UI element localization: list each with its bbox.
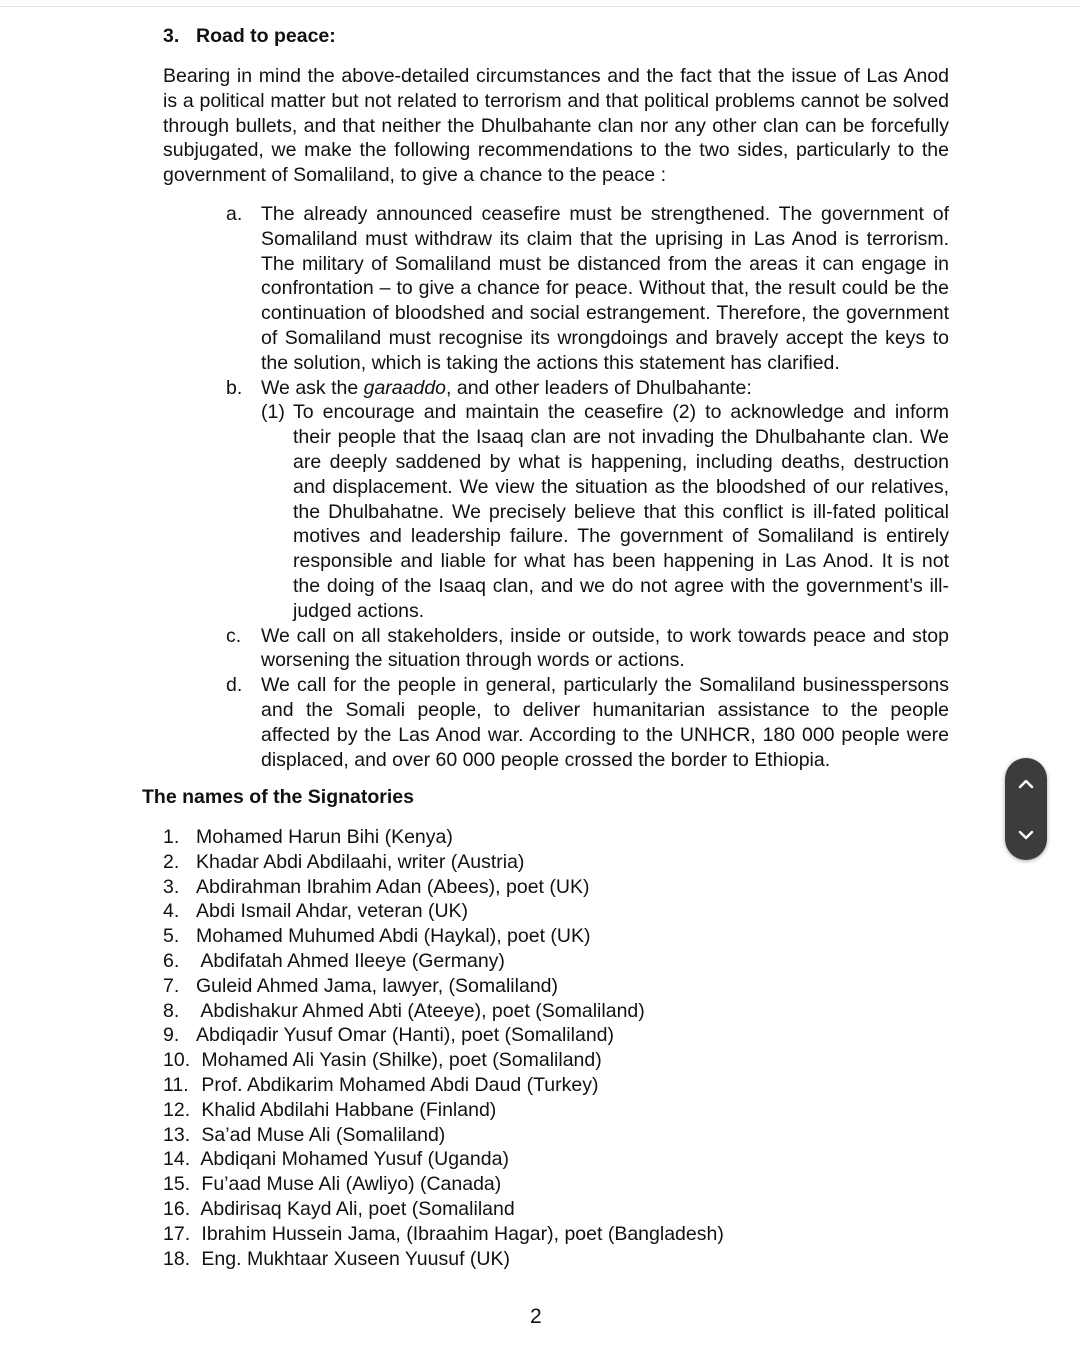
- chevron-up-icon: [1017, 775, 1035, 793]
- recommendation-d: [226, 673, 949, 772]
- signatory-name: Abdiqadir Yusuf Omar (Hanti), poet (Somaliland): [196, 1024, 615, 1047]
- list-item: [163, 825, 863, 850]
- section-title: Road to peace:: [196, 25, 336, 47]
- list-marker: b.: [226, 376, 243, 399]
- list-item: [163, 850, 863, 875]
- item-number: 5.: [163, 925, 180, 948]
- item-number: 6.: [163, 949, 180, 972]
- previous-page-button[interactable]: [1005, 758, 1047, 809]
- list-item: [163, 899, 863, 924]
- recommendation-b: [226, 376, 949, 624]
- list-item: [163, 1197, 863, 1222]
- intro-paragraph: Bearing in mind the above-detailed circumstances and the fact that the issue of Las Anod is a political matter but not related to terrorism and that political problems cannot be solved through bullets, and that neither the Dhulbahante clan nor any other clan can be forcefully subjugated, we make the following recommendations to the two sides, particularly to the government of Somaliland, to give a chance to the peace :: [163, 65, 949, 187]
- signatory-name: Mohamed Muhumed Abdi (Haykal), poet (UK): [196, 925, 591, 948]
- recommendation-c: [226, 624, 949, 674]
- list-item: [163, 875, 863, 900]
- item-number: 12.: [163, 1098, 191, 1121]
- item-number: 4.: [163, 900, 180, 923]
- section-number: 3.: [163, 25, 180, 47]
- list-item: [163, 1247, 863, 1272]
- chevron-down-icon: [1017, 826, 1035, 844]
- item-number: 17.: [163, 1222, 191, 1245]
- signatories-list: [163, 825, 863, 1271]
- signatory-name: Mohamed Ali Yasin (Shilke), poet (Somaliland): [196, 1049, 602, 1072]
- page-navigation-control: [1005, 758, 1047, 860]
- list-item: [163, 1123, 863, 1148]
- recommendation-text: [261, 377, 752, 399]
- list-item: [163, 1222, 863, 1247]
- item-number: 18.: [163, 1247, 191, 1270]
- text-fragment: We ask the: [261, 376, 364, 399]
- sub-item: [261, 400, 949, 623]
- signatory-name: Khadar Abdi Abdilaahi, writer (Austria): [196, 850, 525, 873]
- list-item: [163, 974, 863, 999]
- item-number: 13.: [163, 1123, 191, 1146]
- signatory-name: Abdirahman Ibrahim Adan (Abees), poet (UK): [196, 875, 590, 898]
- item-number: 14.: [163, 1148, 191, 1171]
- item-number: 16.: [163, 1197, 191, 1220]
- item-number: 10.: [163, 1049, 191, 1072]
- item-number: 11.: [163, 1073, 189, 1096]
- item-number: 7.: [163, 974, 180, 997]
- signatory-name: Fu’aad Muse Ali (Awliyo) (Canada): [196, 1173, 502, 1196]
- signatory-name: Abdiqani Mohamed Yusuf (Uganda): [196, 1148, 509, 1171]
- signatory-name: Ibrahim Hussein Jama, (Ibraahim Hagar), poet (Bangladesh): [196, 1222, 724, 1245]
- list-item: [163, 1147, 863, 1172]
- recommendations-list: [226, 202, 949, 772]
- recommendation-a: [226, 202, 949, 376]
- list-item: [163, 999, 863, 1024]
- item-number: 3.: [163, 875, 180, 898]
- recommendation-text: We call on all stakeholders, inside or outside, to work towards peace and stop worsening the situation through words or actions.: [261, 624, 949, 672]
- signatory-name: Prof. Abdikarim Mohamed Abdi Daud (Turkey): [196, 1073, 599, 1096]
- signatory-name: Abdishakur Ahmed Abti (Ateeye), poet (Somaliland): [196, 999, 645, 1022]
- text-fragment: , and other leaders of Dhulbahante:: [446, 376, 752, 399]
- signatories-heading: The names of the Signatories: [142, 786, 414, 808]
- signatory-name: Abdi Ismail Ahdar, veteran (UK): [196, 900, 469, 923]
- list-item: [163, 924, 863, 949]
- item-number: 15.: [163, 1173, 191, 1196]
- signatory-name: Eng. Mukhtaar Xuseen Yuusuf (UK): [196, 1247, 510, 1270]
- list-item: [163, 1023, 863, 1048]
- signatory-name: Guleid Ahmed Jama, lawyer, (Somaliland): [196, 974, 558, 997]
- item-number: 1.: [163, 826, 180, 848]
- recommendation-text: The already announced ceasefire must be strengthened. The government of Somaliland must withdraw its claim that the uprising in Las Anod is terrorism. The military of Somaliland must be distanced from the areas it can engage in confrontation – to give a chance for peace. Without that, the result could be the continuation of bloodshed and social estrangement. Therefore, the government of Somaliland must recognise its wrongdoings and bravely accept the keys to the solution, which is taking the actions this statement has clarified.: [261, 203, 949, 374]
- section-heading: [163, 24, 336, 49]
- list-marker: d.: [226, 674, 243, 697]
- list-item: [163, 1172, 863, 1197]
- list-marker: a.: [226, 203, 243, 225]
- item-number: 9.: [163, 1024, 180, 1047]
- signatory-name: Mohamed Harun Bihi (Kenya): [196, 826, 453, 848]
- list-item: [163, 1098, 863, 1123]
- signatory-name: Abdifatah Ahmed Ileeye (Germany): [196, 949, 505, 972]
- page-number: 2: [530, 1305, 542, 1328]
- item-number: 2.: [163, 850, 180, 873]
- signatory-name: Khalid Abdilahi Habbane (Finland): [196, 1098, 497, 1121]
- list-item: [163, 1073, 863, 1098]
- list-item: [163, 1048, 863, 1073]
- signatory-name: Abdirisaq Kayd Ali, poet (Somaliland: [196, 1197, 515, 1220]
- sub-item-text: To encourage and maintain the ceasefire (2) to acknowledge and inform their people that the Isaaq clan are not invading the Dhulbahante clan. We are deeply saddened by what is happening, including deaths, destruction and displacement. We view the situation as the bloodshed of our relatives, the Dhulbahatne. We precisely believe that this conflict is ill-fated political motives and leadership failure. The government of Somaliland is entirely responsible and liable for what has been happening in Las Anod. It is not the doing of the Isaaq clan, and we do not agree with the government’s ill-judged actions.: [293, 401, 949, 622]
- list-item: [163, 949, 863, 974]
- signatory-name: Sa’ad Muse Ali (Somaliland): [196, 1123, 446, 1146]
- list-marker: c.: [226, 624, 242, 647]
- recommendation-text: We call for the people in general, particularly the Somaliland businesspersons and the Somali people, to deliver humanitarian assistance to the people affected by the Las Anod war. According to the UNHCR, 180 000 people were displaced, and over 60 000 people crossed the border to Ethiopia.: [261, 674, 949, 771]
- next-page-button[interactable]: [1005, 809, 1047, 860]
- item-number: 8.: [163, 999, 180, 1022]
- sub-marker: (1): [261, 401, 285, 424]
- italic-term: garaaddo: [363, 376, 447, 399]
